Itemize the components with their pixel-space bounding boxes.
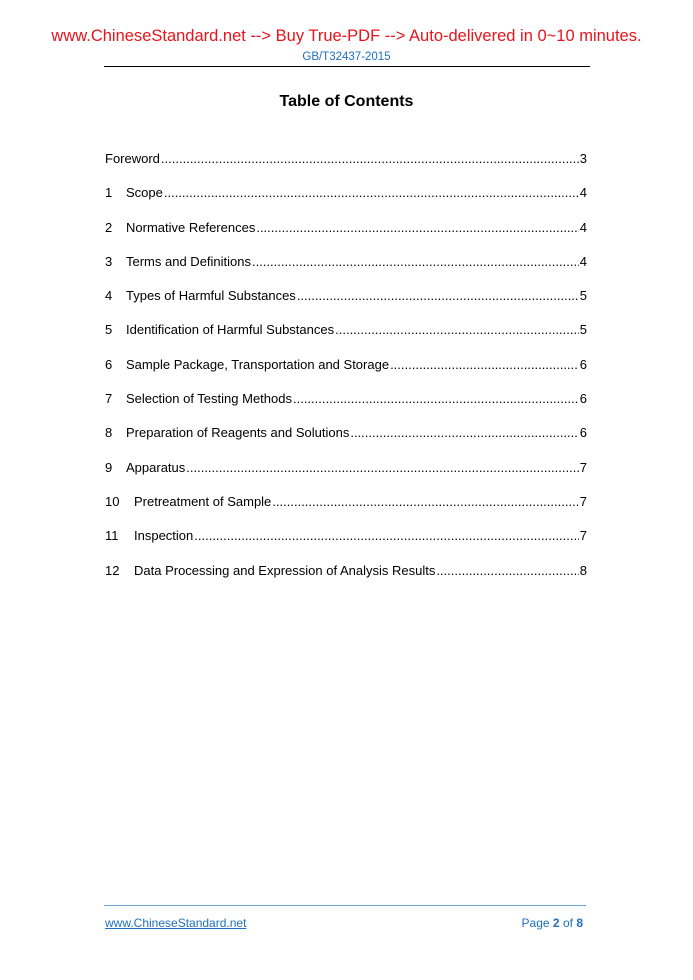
page-indicator xyxy=(522,916,583,930)
toc-entry-page: 6 xyxy=(579,391,587,407)
toc-entry-number: 11 xyxy=(105,528,119,544)
toc-entry-title: Terms and Definitions xyxy=(126,253,251,269)
toc-entry-page: 4 xyxy=(579,253,587,269)
toc-entry-title: Types of Harmful Substances xyxy=(126,288,296,304)
dot-leader xyxy=(335,318,579,342)
dot-leader xyxy=(256,216,578,240)
toc-entry-inspection[interactable] xyxy=(105,524,587,558)
toc-entry-terms-definitions[interactable] xyxy=(105,250,587,284)
toc-entry-number: 7 xyxy=(105,391,113,407)
toc-entry-foreword[interactable] xyxy=(105,147,587,181)
dot-leader xyxy=(390,353,579,377)
toc-entry-number: 8 xyxy=(105,425,113,441)
toc-entry-title: Inspection xyxy=(134,528,194,544)
toc-entry-number: 10 xyxy=(105,493,120,509)
toc-entry-page: 7 xyxy=(579,528,587,544)
toc-entry-page: 4 xyxy=(579,219,587,235)
toc-entry-apparatus[interactable] xyxy=(105,456,587,490)
toc-list xyxy=(105,147,587,593)
toc-entry-testing-methods[interactable] xyxy=(105,387,587,421)
page-label: Page xyxy=(521,916,550,930)
toc-entry-title: Pretreatment of Sample xyxy=(134,493,272,509)
toc-entry-number: 12 xyxy=(105,562,120,578)
toc-entry-types-harmful-substances[interactable] xyxy=(105,284,587,318)
toc-entry-sample-package[interactable] xyxy=(105,353,587,387)
page-current: 2 xyxy=(552,916,560,930)
toc-entry-number: 4 xyxy=(105,288,113,304)
toc-title: Table of Contents xyxy=(279,93,414,110)
toc-entry-reagents[interactable] xyxy=(105,421,587,455)
toc-entry-title: Normative References xyxy=(126,219,256,235)
footer-website-link[interactable]: www.ChineseStandard.net xyxy=(105,916,247,930)
toc-entry-title: Scope xyxy=(126,185,163,201)
dot-leader xyxy=(272,490,578,514)
header-divider xyxy=(104,66,590,67)
dot-leader xyxy=(293,387,579,411)
toc-entry-page: 7 xyxy=(579,493,587,509)
toc-entry-title: Selection of Testing Methods xyxy=(126,391,292,407)
toc-entry-number: 6 xyxy=(105,356,113,372)
toc-entry-number: 5 xyxy=(105,322,113,338)
toc-entry-title: Identification of Harmful Substances xyxy=(126,322,335,338)
toc-entry-title: Sample Package, Transportation and Storage xyxy=(126,356,390,372)
dot-leader xyxy=(164,181,579,205)
toc-entry-number: 2 xyxy=(105,219,113,235)
toc-entry-number: 3 xyxy=(105,253,113,269)
footer-divider xyxy=(104,905,586,906)
dot-leader xyxy=(436,559,578,583)
dot-leader xyxy=(252,250,579,274)
dot-leader xyxy=(350,421,578,445)
toc-entry-scope[interactable] xyxy=(105,181,587,215)
toc-entry-page: 7 xyxy=(579,459,587,475)
promo-banner[interactable]: www.ChineseStandard.net --> Buy True-PDF --> Auto-delivered in 0~10 minutes. xyxy=(51,27,642,45)
dot-leader xyxy=(297,284,579,308)
page-total: 8 xyxy=(576,916,583,930)
dot-leader xyxy=(161,147,579,171)
toc-entry-title: Data Processing and Expression of Analysis Results xyxy=(134,562,436,578)
toc-entry-identification[interactable] xyxy=(105,318,587,352)
toc-entry-pretreatment[interactable] xyxy=(105,490,587,524)
toc-entry-title: Preparation of Reagents and Solutions xyxy=(126,425,350,441)
toc-entry-page: 6 xyxy=(579,425,587,441)
page-of: of xyxy=(562,916,573,930)
dot-leader xyxy=(194,524,579,548)
toc-entry-page: 5 xyxy=(579,288,587,304)
toc-entry-page: 8 xyxy=(579,562,587,578)
toc-entry-title: Foreword xyxy=(105,151,160,166)
toc-entry-page: 4 xyxy=(579,185,587,201)
toc-entry-title: Apparatus xyxy=(126,459,186,475)
toc-entry-page: 6 xyxy=(579,356,587,372)
standard-code: GB/T32437-2015 xyxy=(302,51,391,63)
toc-entry-normative-references[interactable] xyxy=(105,216,587,250)
dot-leader xyxy=(186,456,579,480)
toc-entry-number: 1 xyxy=(105,185,113,201)
toc-entry-number: 9 xyxy=(105,459,113,475)
toc-entry-data-processing[interactable] xyxy=(105,559,587,593)
toc-entry-page: 3 xyxy=(579,151,587,166)
toc-entry-page: 5 xyxy=(579,322,587,338)
